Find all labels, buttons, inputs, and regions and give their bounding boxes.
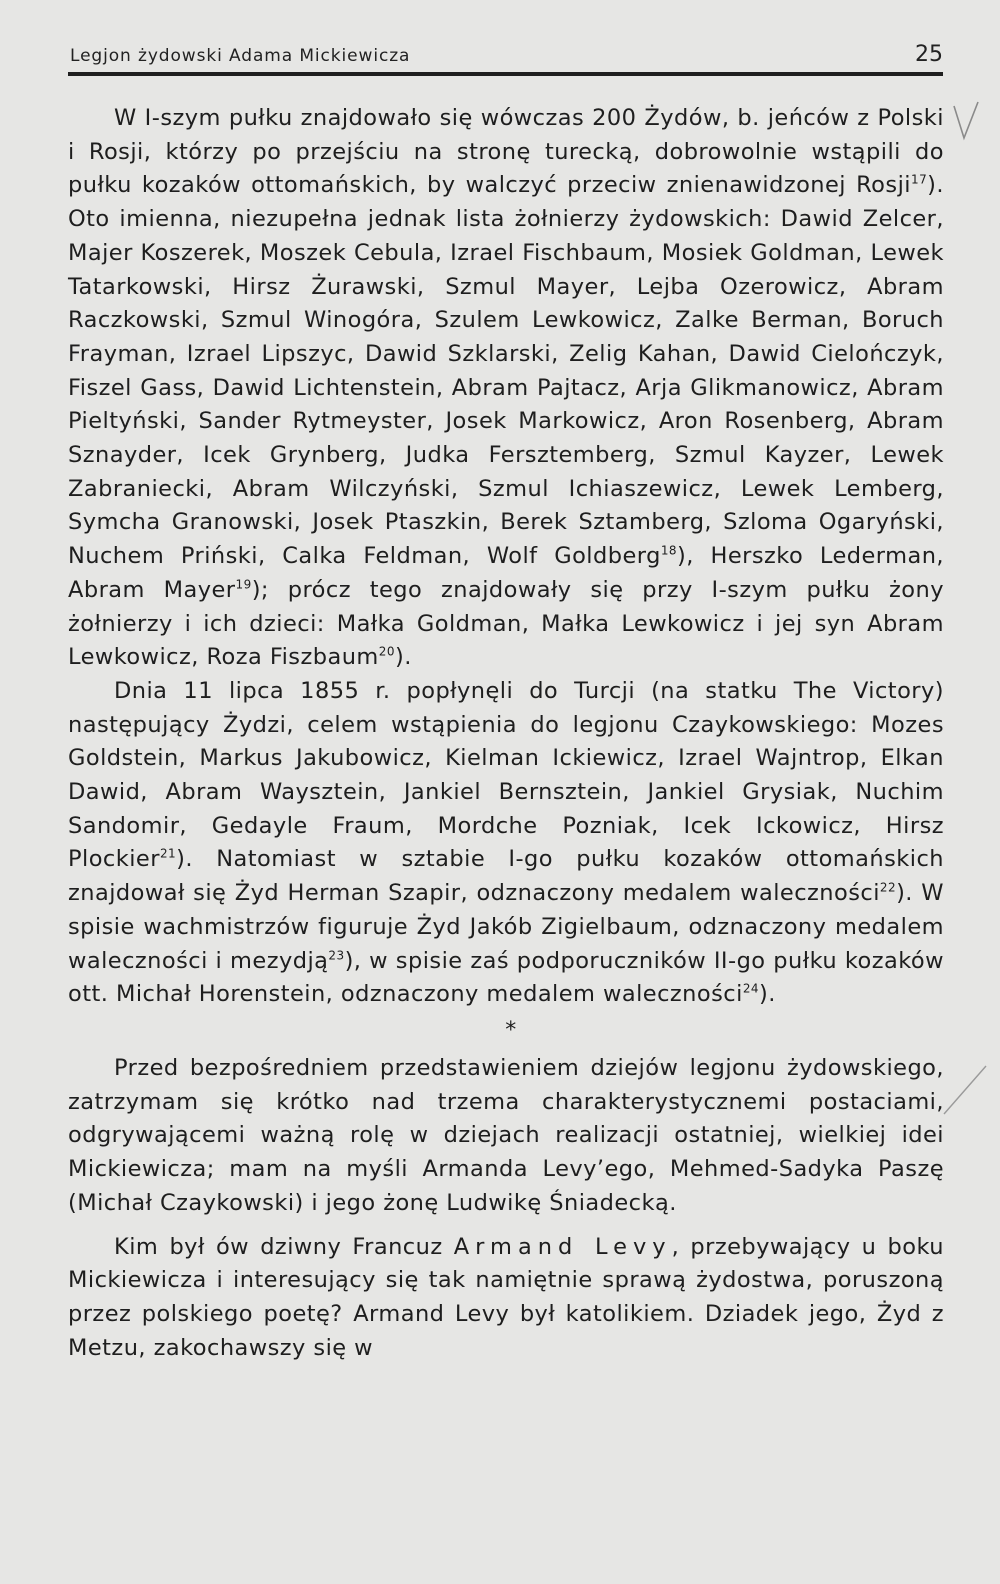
page-header xyxy=(68,36,943,74)
margin-pencil-mark xyxy=(948,98,988,148)
footnote-ref: 24 xyxy=(742,981,759,996)
paragraph xyxy=(68,1052,944,1221)
footnote-ref: 20 xyxy=(378,644,395,659)
text-run: ). xyxy=(758,981,776,1008)
text-run: Kim był ów dziwny Francuz xyxy=(114,1233,454,1260)
body-text xyxy=(68,102,944,1365)
running-head: Legjon żydowski Adama Mickiewicza xyxy=(70,46,411,66)
paragraphs-before-separator xyxy=(68,102,944,1012)
text-run: ). Natomiast w sztabie I-go pułku kozaków ottomańskich znajdował się Żyd Herman Szapir, odznaczony medalem waleczności xyxy=(68,846,944,907)
text-run: W I-szym pułku znajdowało się wówczas 200 Żydów, b. jeńców z Polski i Rosji, którzy po przejściu na stronę turecką, dobrowolnie wstąpili do pułku kozaków ottomańskich, by walczyć przeciw znienawidzonej Rosji xyxy=(68,105,944,199)
footnote-ref: 23 xyxy=(328,948,345,963)
text-run: ). Oto imienna, niezupełna jednak lista żołnierzy żydowskich: Dawid Zelcer, Majer Koszerek, Moszek Cebula, Izrael Fischbaum, Mosiek Goldman, Lewek Tatarkowski, Hirsz Żurawski, Szmul Mayer, Lejba Ozerowicz, Abram Raczkowski, Szmul Winogóra, Szulem Lewkowicz, Zalke Berman, Boruch Frayman, Izrael Lipszyc, Dawid Szklarski, Zelig Kahan, Dawid Cielończyk, Fiszel Gass, Dawid Lichtenstein, Abram Pajtacz, Arja Glikmanowicz, Abram Pieltyński, Sander Rytmeyster, Josek Markowicz, Aron Rosenberg, Abram Sznayder, Icek Grynberg, Judka Fersztemberg, Szmul Kayzer, Lewek Zabraniecki, Abram Wilczyński, Szmul Ichiaszewicz, Lewek Lemberg, Symcha Granowski, Josek Ptaszkin, Berek Sztamberg, Szloma Ogaryński, Nuchem Priński, Calka Feldman, Wolf Goldberg xyxy=(68,172,944,570)
text-run: , przebywający u boku Mickiewicza i interesujący się tak namiętnie sprawą żydostwa, poruszoną przez polskiego poetę? Armand Levy był katolikiem. Dziadek jego, Żyd z Metzu, zakochawszy się w xyxy=(68,1233,945,1361)
page-number: 25 xyxy=(915,42,943,67)
text-run: ), w spisie zaś podporuczników II-go pułku kozaków ott. Michał Horenstein, odznaczony medalem waleczności xyxy=(68,947,944,1008)
header-rule xyxy=(68,72,943,76)
footnote-ref: 19 xyxy=(235,577,252,592)
paragraphs-after-separator xyxy=(68,1052,944,1365)
text-run: ). xyxy=(394,644,412,671)
paragraph xyxy=(68,102,944,675)
paragraph xyxy=(68,675,944,1012)
footnote-ref: 17 xyxy=(910,172,928,187)
text-run: Przed bezpośredniem przedstawieniem dziejów legjonu żydowskiego, zatrzymam się krótko nad trzema charakterystycznemi postaciami, odgrywającemi ważną rolę w dziejach realizacji ostatniej, wielkiej idei Mickiewicza; mam na myśli Armanda Levy’ego, Mehmed-Sadyka Paszę (Michał Czaykowski) i jego żonę Ludwikę Śniadecką. xyxy=(68,1054,944,1216)
margin-pencil-line xyxy=(940,1060,990,1120)
text-run: Dnia 11 lipca 1855 r. popłynęli do Turcji (na statku The Victory) następujący Żydzi, celem wstąpienia do legjonu Czaykowskiego: Mozes Goldstein, Markus Jakubowicz, Kielman Ickiewicz, Izrael Wajntrop, Elkan Dawid, Abram Waysztein, Jankiel Bernsztein, Jankiel Grysiak, Nuchim Sandomir, Gedayle Fraum, Mordche Pozniak, Icek Ickowicz, Hirsz Plockier xyxy=(68,677,944,873)
text-run: ). W spisie wachmistrzów figuruje Żyd Jakób Zigielbaum, odznaczony medalem waleczności i mezydją xyxy=(68,880,944,974)
text-run: ), Herszko Lederman, Abram Mayer xyxy=(68,543,945,603)
footnote-ref: 21 xyxy=(159,846,177,861)
paragraph xyxy=(68,1231,944,1366)
spaced-name: Armand Levy xyxy=(453,1233,672,1260)
footnote-ref: 18 xyxy=(660,543,677,558)
footnote-ref: 22 xyxy=(879,880,897,895)
section-separator: * xyxy=(505,1017,517,1043)
text-run: ); prócz tego znajdowały się przy I-szym pułku żony żołnierzy i ich dzieci: Małka Goldman, Małka Lewkowicz i jej syn Abram Lewkowicz, Roza Fiszbaum xyxy=(68,576,944,671)
